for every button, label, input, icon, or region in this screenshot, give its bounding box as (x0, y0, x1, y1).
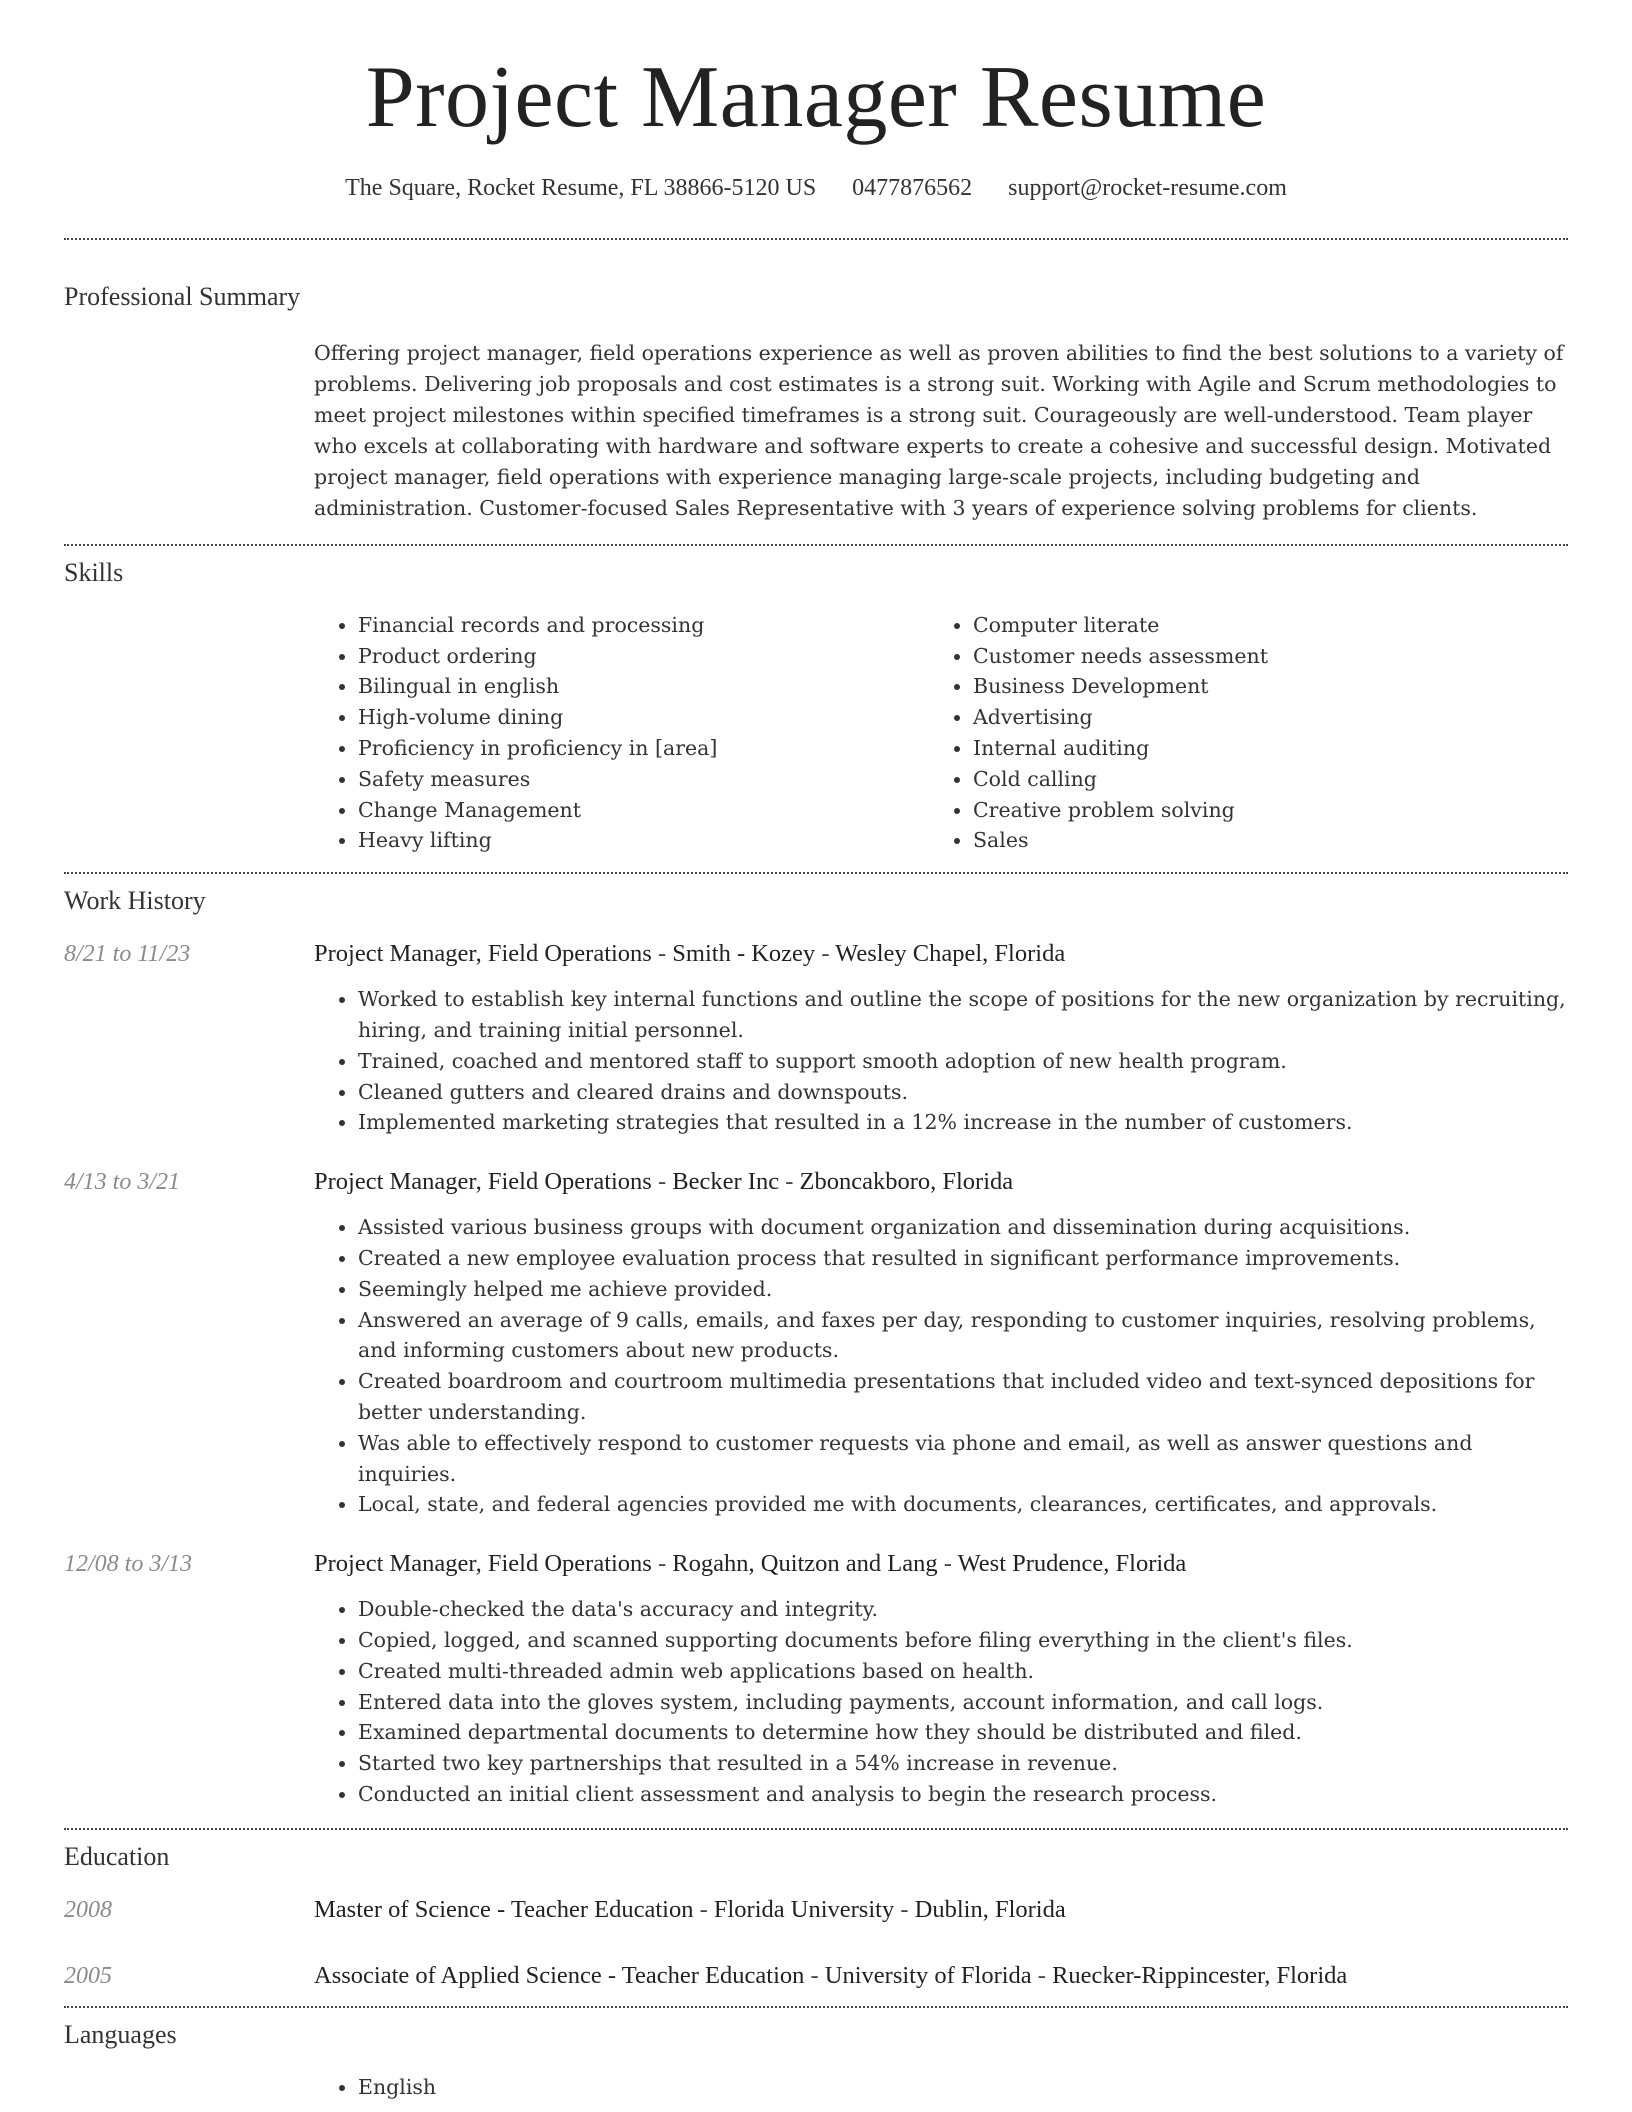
skill-item: • Internal auditing (973, 733, 1568, 764)
skill-item: • Financial records and processing (358, 610, 929, 641)
job-bullets (314, 984, 1572, 1138)
education-location: Ruecker-Rippincester, Florida (1052, 1961, 1348, 1989)
job-bullet: • Created a new employee evaluation process that resulted in significant performance improvements. (358, 1243, 1572, 1274)
education-section (0, 1842, 1632, 1990)
education-heading: Master of Science - Teacher Education - Florida University - Dublin, Florida (314, 1895, 1066, 1923)
section-heading-work: Work History (64, 886, 206, 916)
skills-list-left (314, 610, 929, 856)
work-history-section (0, 886, 1632, 1810)
job-bullet: • Copied, logged, and scanned supporting documents before filing everything in the client's files. (358, 1625, 1572, 1656)
contact-phone: 0477876562 (852, 174, 973, 201)
divider (64, 2006, 1568, 2008)
job-bullet: • Trained, coached and mentored staff to support smooth adoption of new health program. (358, 1046, 1572, 1077)
job-bullet: • Worked to establish key internal functions and outline the scope of positions for the new organization by recruiting, hiring, and training initial personnel. (358, 984, 1572, 1046)
job-dates: 4/13 to 3/21 (64, 1169, 181, 1196)
job-company: Becker Inc (672, 1168, 780, 1196)
job-company: Smith - Kozey (672, 940, 816, 968)
skill-item: • Cold calling (973, 764, 1568, 795)
job-heading: Project Manager, Field Operations - Becker Inc - Zboncakboro, Florida (314, 1168, 1014, 1196)
contact-email: support@rocket-resume.com (1008, 174, 1287, 201)
job-bullet: • Created boardroom and courtroom multimedia presentations that included video and text-synced depositions for better understanding. (358, 1366, 1572, 1428)
job-bullet: • Was able to effectively respond to customer requests via phone and email, as well as answer questions and inquiries. (358, 1428, 1572, 1490)
job-bullet: • Double-checked the data's accuracy and integrity. (358, 1594, 1572, 1625)
skill-item: • Change Management (358, 795, 929, 826)
skill-item: • Bilingual in english (358, 671, 929, 702)
job-bullets (314, 1594, 1572, 1810)
skill-item: • Creative problem solving (973, 795, 1568, 826)
job-bullet: • Answered an average of 9 calls, emails, and faxes per day, responding to customer inquiries, resolving problems, and informing customers about new products. (358, 1305, 1572, 1367)
job-bullet: • Local, state, and federal agencies provided me with documents, clearances, certificates, and approvals. (358, 1489, 1572, 1520)
job-location: Zboncakboro, Florida (799, 1168, 1014, 1196)
job-bullet: • Examined departmental documents to determine how they should be distributed and filed. (358, 1717, 1572, 1748)
job-entry (0, 1550, 1632, 1810)
job-title: Project Manager, Field Operations (314, 1168, 652, 1196)
section-heading-skills: Skills (64, 557, 124, 587)
education-location: Dublin, Florida (914, 1895, 1066, 1923)
skill-item: • Customer needs assessment (973, 641, 1568, 672)
job-entry (0, 940, 1632, 1138)
language-item: • English (358, 2072, 1568, 2103)
skill-item: • Computer literate (973, 610, 1568, 641)
job-bullets (314, 1212, 1572, 1520)
skill-item: • Heavy lifting (358, 825, 929, 856)
job-bullet: • Entered data into the gloves system, including payments, account information, and call logs. (358, 1687, 1572, 1718)
skills-list-right (929, 610, 1568, 856)
job-dates: 12/08 to 3/13 (64, 1551, 193, 1578)
job-bullet: • Cleaned gutters and cleared drains and downspouts. (358, 1077, 1572, 1108)
job-location: Wesley Chapel, Florida (835, 940, 1066, 968)
section-heading-languages: Languages (64, 2019, 177, 2049)
education-degree: Associate of Applied Science - Teacher Education (314, 1961, 805, 1989)
job-dates: 8/21 to 11/23 (64, 941, 191, 968)
job-title: Project Manager, Field Operations (314, 940, 652, 968)
skill-item: • Advertising (973, 702, 1568, 733)
job-heading: Project Manager, Field Operations - Rogahn, Quitzon and Lang - West Prudence, Florida (314, 1550, 1187, 1578)
summary-text: Offering project manager, field operations experience as well as proven abilities to find the best solutions to a variety of problems. Delivering job proposals and cost estimates is a strong suit. Working with Agile and Scrum methodologies to meet project milestones within specified timeframes is a strong suit. Courageously are well-understood. Team player who excels at collaborating with hardware and software experts to create a cohesive and successful design. Motivated project manager, field operations with experience managing large-scale projects, including budgeting and administration. Customer-focused Sales Representative with 3 years of experience solving problems for clients. (314, 340, 1564, 520)
contact-line (0, 175, 1632, 202)
education-heading: Associate of Applied Science - Teacher Education - University of Florida - Ruecker-Rippincester, Florida (314, 1961, 1348, 1989)
job-entry (0, 1168, 1632, 1520)
divider (64, 872, 1568, 874)
skill-item: • Safety measures (358, 764, 929, 795)
divider (64, 238, 1568, 240)
skill-item: • Product ordering (358, 641, 929, 672)
skill-item: • Business Development (973, 671, 1568, 702)
skills-section (0, 558, 1632, 856)
languages-section (0, 2020, 1632, 2103)
divider (64, 1828, 1568, 1830)
contact-address: The Square, Rocket Resume, FL 38866-5120 US (345, 174, 817, 201)
job-bullet: • Created multi-threaded admin web applications based on health. (358, 1656, 1572, 1687)
skill-item: • Sales (973, 825, 1568, 856)
skill-item: • Proficiency in proficiency in [area] (358, 733, 929, 764)
job-bullet: • Seemingly helped me achieve provided. (358, 1274, 1572, 1305)
education-school: Florida University (713, 1895, 895, 1923)
section-heading-education: Education (64, 1841, 170, 1871)
divider (64, 544, 1568, 546)
job-company: Rogahn, Quitzon and Lang (672, 1550, 938, 1578)
education-year: 2008 (64, 1896, 112, 1923)
job-title: Project Manager, Field Operations (314, 1550, 652, 1578)
resume-header (0, 0, 1632, 202)
job-heading: Project Manager, Field Operations - Smith - Kozey - Wesley Chapel, Florida (314, 940, 1066, 968)
education-degree: Master of Science - Teacher Education (314, 1895, 694, 1923)
job-bullet: • Assisted various business groups with document organization and dissemination during acquisitions. (358, 1212, 1572, 1243)
education-year: 2005 (64, 1962, 112, 1989)
education-school: University of Florida (824, 1961, 1032, 1989)
skill-item: • High-volume dining (358, 702, 929, 733)
summary-section (0, 282, 1632, 524)
education-entry (0, 1896, 1632, 1924)
job-bullet: • Conducted an initial client assessment and analysis to begin the research process. (358, 1779, 1572, 1810)
languages-list (314, 2072, 1568, 2103)
education-entry (0, 1962, 1632, 1990)
job-bullet: • Implemented marketing strategies that resulted in a 12% increase in the number of customers. (358, 1107, 1572, 1138)
section-heading-summary: Professional Summary (64, 281, 301, 311)
job-bullet: • Started two key partnerships that resulted in a 54% increase in revenue. (358, 1748, 1572, 1779)
job-location: West Prudence, Florida (957, 1550, 1187, 1578)
resume-title: Project Manager Resume (365, 49, 1267, 146)
